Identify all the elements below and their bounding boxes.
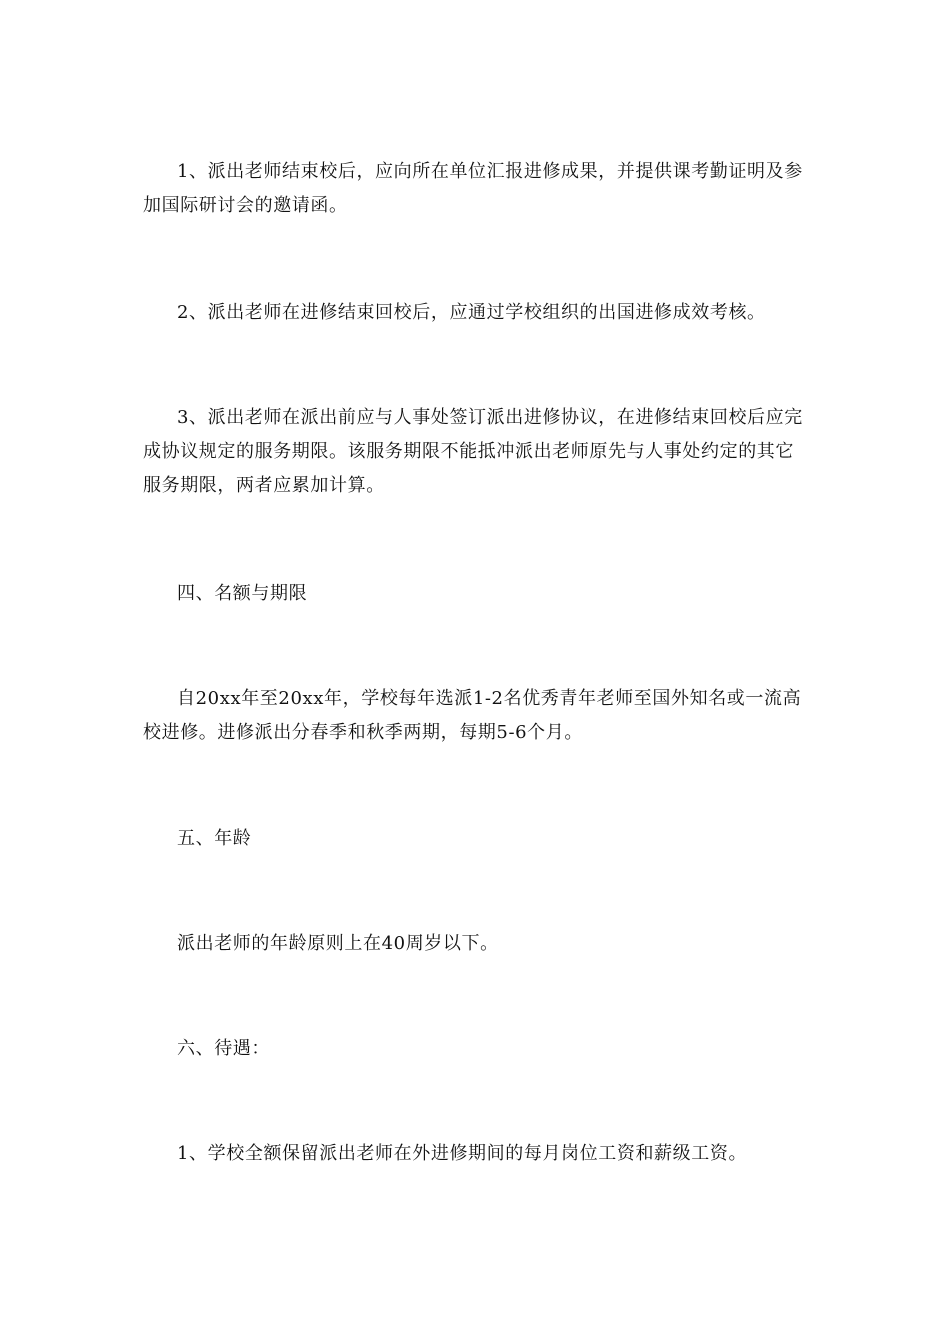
- paragraph-age: 派出老师的年龄原则上在40周岁以下。: [177, 933, 499, 954]
- paragraph-service-agreement: 3、派出老师在派出前应与人事处签订派出进修协议，在进修结束回校后应完成协议规定的服务期限。该服务期限不能抵冲派出老师原先与人事处约定的其它服务期限，两者应累加计算。: [143, 407, 803, 496]
- paragraph-assessment: 2、派出老师在进修结束回校后，应通过学校组织的出国进修成效考核。: [177, 302, 766, 323]
- section-heading-quota-period: 四、名额与期限: [177, 583, 308, 604]
- paragraph-quota-period: 自20xx年至20xx年，学校每年选派1-2名优秀青年老师至国外知名或一流高校进修。进修派出分春季和秋季两期，每期5-6个月。: [143, 688, 802, 743]
- paragraph-salary: 1、学校全额保留派出老师在外进修期间的每月岗位工资和薪级工资。: [177, 1143, 748, 1164]
- paragraph-report-results: 1、派出老师结束校后，应向所在单位汇报进修成果，并提供课考勤证明及参加国际研讨会的邀请函。: [143, 161, 803, 216]
- section-heading-age: 五、年龄: [177, 828, 252, 849]
- section-heading-benefits: 六、待遇：: [177, 1038, 270, 1059]
